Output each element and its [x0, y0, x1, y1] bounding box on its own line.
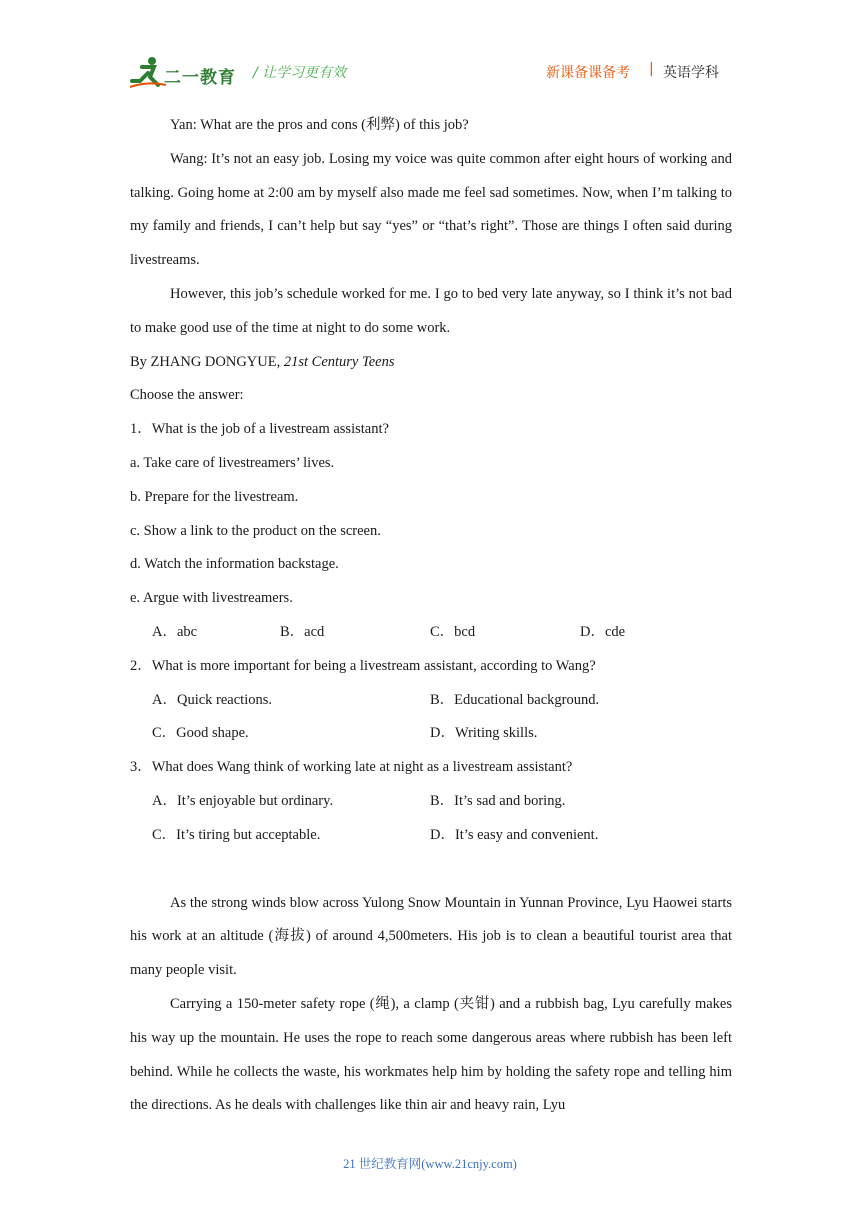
list-item: c. Show a link to the product on the screen. — [130, 522, 381, 539]
answer-options-row — [130, 684, 732, 718]
list-item: b. Prepare for the livestream. — [130, 488, 299, 505]
quiz-instruction: Choose the answer: — [130, 387, 244, 404]
answer-options-row — [130, 785, 732, 819]
byline-source: 21st Century Teens — [283, 353, 395, 370]
course-label: 新课备课备考 — [546, 65, 630, 81]
answer-option[interactable]: A．abc — [152, 623, 198, 640]
answer-option[interactable]: C．It’s tiring but acceptable. — [152, 826, 321, 843]
answer-options-row — [130, 616, 732, 650]
answer-options-row — [130, 717, 732, 751]
list-item: e. Argue with livestreamers. — [130, 590, 293, 607]
byline-author: By ZHANG DONGYUE, — [130, 353, 281, 370]
section-spacer — [130, 853, 732, 887]
page-footer[interactable]: 21 世纪教育网(www.21cnjy.com) — [343, 1157, 517, 1171]
answer-option[interactable]: B．acd — [280, 623, 325, 640]
document-body — [130, 109, 732, 1123]
runner-icon — [128, 55, 168, 91]
list-item: a. Take care of livestreamers’ lives. — [130, 454, 335, 471]
passage1-paragraph: However, this job’s schedule worked for me. I go to bed very late anyway, so I think it’s not bad to make good use of the time at night to do some work. — [130, 285, 732, 336]
passage2-paragraph: As the strong winds blow across Yulong Snow Mountain in Yunnan Province, Lyu Haowei starts his work at an altitude (海拔) of around 4,500meters. His job is to clean a beautiful tourist area that many people visit. — [130, 894, 732, 979]
answer-option[interactable]: D．cde — [580, 623, 626, 640]
passage2-paragraph: Carrying a 150-meter safety rope (绳), a clamp (夹钳) and a rubbish bag, Lyu carefully makes his way up the mountain. He uses the rope to reach some dangerous areas where rubbish has been left behind. While he collects the waste, his workmates help him by holding the safety rope and telling him the directions. As he deals with challenges like thin air and heavy rain, Lyu — [130, 995, 732, 1114]
answer-option[interactable]: D．It’s easy and convenient. — [430, 826, 599, 843]
logo-text: 二一教育 — [164, 68, 236, 88]
answer-option[interactable]: D．Writing skills. — [430, 725, 538, 742]
answer-option[interactable]: A．It’s enjoyable but ordinary. — [152, 792, 334, 809]
subject-label: 英语学科 — [663, 65, 719, 81]
question-stem: 2．What is more important for being a livestream assistant, according to Wang? — [130, 657, 596, 674]
brand-logo — [128, 55, 243, 91]
header-separator: | — [649, 61, 654, 77]
slogan: / 让学习更有效 — [253, 65, 347, 81]
answer-option[interactable]: A．Quick reactions. — [152, 691, 272, 708]
page-header — [0, 0, 860, 100]
answer-options-row — [130, 819, 732, 853]
byline — [130, 346, 732, 380]
list-item: d. Watch the information backstage. — [130, 556, 339, 573]
question-stem: 3．What does Wang think of working late at night as a livestream assistant? — [130, 759, 573, 776]
answer-option[interactable]: B．It’s sad and boring. — [430, 792, 566, 809]
answer-option[interactable]: B．Educational background. — [430, 691, 600, 708]
passage1-paragraph: Wang: It’s not an easy job. Losing my voice was quite common after eight hours of working and talking. Going home at 2:00 am by myself also made me feel sad sometimes. Now, when I’m talking to my family and friends, I can’t help but say “yes” or “that’s right”. Those are things I often said during livestreams. — [130, 150, 732, 269]
answer-option[interactable]: C．bcd — [430, 623, 476, 640]
answer-option[interactable]: C．Good shape. — [152, 725, 249, 742]
passage1-paragraph: Yan: What are the pros and cons (利弊) of this job? — [170, 117, 469, 133]
question-stem: 1．What is the job of a livestream assistant? — [130, 421, 389, 438]
